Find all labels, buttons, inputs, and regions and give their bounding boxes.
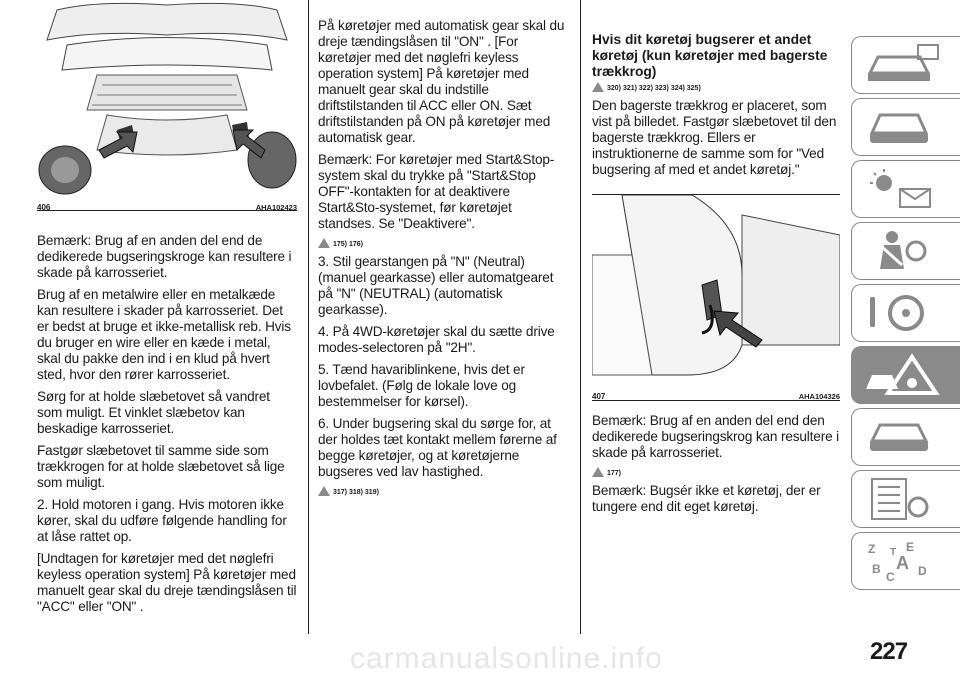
section-heading: Hvis dit køretøj bugserer et andet køretøj (kun køretøjer med bagerste trækkrog) (592, 32, 828, 79)
svg-text:A: A (896, 553, 909, 573)
warning-reference: 177) (592, 467, 840, 477)
paragraph: Bemærk: Brug af en anden del end den dedikerede bugseringskrog kan resultere i skade på karrosseriet. (592, 413, 839, 460)
figure-number: 406 (37, 203, 51, 212)
tab-warning-lights[interactable] (851, 160, 960, 218)
svg-text:D: D (918, 564, 927, 578)
car-dashboard-icon (862, 43, 942, 87)
paragraph: Brug af en metalwire eller en metalkæde kan resultere i skader på karrosseriet. Det er bedst at bruge et ikke-metallisk reb. Hvis du bruger en wire eller en kæde i metal, skal du pakke den ind i en klud på hvert sted, hvor den rører karrosseriet. (37, 287, 291, 382)
figure-caption (592, 392, 840, 401)
figure-407 (592, 194, 840, 401)
warning-triangle-icon (592, 467, 604, 477)
section-tabs (851, 36, 960, 594)
paragraph: 6. Under bugsering skal du sørge for, at der holdes tæt kontakt mellem førerne af begge køretøjer, og at køretøjerne bugseres ved lav hastighed. (318, 416, 557, 479)
svg-text:C: C (886, 570, 895, 583)
steering-wheel-icon (862, 291, 942, 335)
warning-reference: 320) 321) 322) 323) 324) 325) (592, 82, 840, 92)
tab-index[interactable] (851, 532, 960, 590)
paragraph: Bemærk: Bugsér ikke et køretøj, der er tungere end dit eget køretøj. (592, 483, 821, 514)
column-divider (308, 0, 309, 634)
warning-triangle-icon (318, 238, 330, 248)
paragraph: Bemærk: Brug af en anden del end de dedikerede bugseringskroge kan resultere i skade på karrosseriet. (37, 233, 292, 280)
svg-text:B: B (872, 562, 881, 576)
paragraph: Fastgør slæbetovet til samme side som trækkrogen for at holde slæbetovet så lige som muligt. (37, 443, 285, 490)
figure-406 (37, 0, 297, 211)
tab-technical-data[interactable] (851, 470, 960, 528)
paragraph: 4. På 4WD-køretøjer skal du sætte drive modes-selectoren på "2H". (318, 324, 555, 355)
tab-dashboard[interactable] (851, 36, 960, 94)
warning-reference: 175) 176) (318, 238, 568, 248)
seatbelt-airbag-icon (862, 229, 942, 273)
tab-emergency[interactable] (851, 346, 960, 404)
tow-hook-rear-illustration (592, 195, 840, 385)
tab-driving[interactable] (851, 284, 960, 342)
figure-code: AHA102423 (255, 203, 297, 212)
paragraph: 3. Stil gearstangen på "N" (Neutral) (manuel gearkasse) eller automatgearet på "N" (NEUTRAL) (automatisk gearkasse). (318, 254, 554, 317)
svg-text:Z: Z (868, 542, 876, 556)
paragraph: Sørg for at holde slæbetovet så vandret som muligt. Et vinklet slæbetov kan beskadige karrosseriet. (37, 389, 270, 436)
warning-reference: 317) 318) 319) (318, 486, 568, 496)
svg-text:E: E (906, 540, 915, 554)
column-divider (580, 0, 581, 634)
index-abc-icon (862, 539, 942, 583)
column-right (592, 32, 840, 521)
figure-number: 407 (592, 392, 606, 401)
figure-code: AHA104326 (798, 392, 840, 401)
car-service-icon (862, 415, 942, 459)
svg-text:T: T (890, 547, 897, 558)
tab-safety[interactable] (851, 98, 960, 156)
watermark: carmanualsonline.info (350, 642, 663, 675)
paragraph: [Undtagen for køretøjer med det nøglefri keyless operation system] På køretøjer med manuelt gear skal du dreje tændingslåsen til "ACC" eller "ON" . (37, 551, 297, 614)
paragraph: Bemærk: For køretøjer med Start&Stop-system skal du trykke på "Start&Stop OFF"-kontakten for at deaktivere Start&Sto-systemet, før køretøjet standses. Se "Deaktivere". (318, 152, 555, 231)
paragraph: På køretøjer med automatisk gear skal du dreje tændingslåsen til "ON" . [For køretøjer med det nøglefri keyless operation system] På køretøjer med manuelt gear skal du indstille driftstilstanden til ACC eller ON. Sæt driftstilstanden på ON på køretøjer med automatisk gear. (318, 18, 565, 145)
emergency-triangle-icon (862, 353, 942, 397)
tow-hook-front-illustration (37, 0, 297, 196)
warning-triangle-icon (318, 486, 330, 496)
column-left (37, 0, 297, 621)
warning-lights-icon (862, 167, 942, 211)
warning-triangle-icon (592, 82, 604, 92)
page-number: 227 (870, 638, 908, 665)
car-front-icon (862, 105, 942, 149)
tab-maintenance[interactable] (851, 408, 960, 466)
technical-data-icon (862, 477, 942, 521)
paragraph: 2. Hold motoren i gang. Hvis motoren ikke kører, skal du udføre følgende handling for at låse rattet op. (37, 497, 287, 544)
paragraph: Den bagerste trækkrog er placeret, som vist på billedet. Fastgør slæbetovet til den bagerste trækkrog. Ellers er instruktionerne de samme som for "Ved bugsering af med et andet køretøj." (592, 98, 837, 177)
figure-caption (37, 203, 297, 212)
column-middle (318, 18, 568, 502)
tab-seatbelts[interactable] (851, 222, 960, 280)
paragraph: 5. Tænd havariblinkene, hvis det er lovbefalet. (Følg de lokale love og bestemmelser for kørsel). (318, 362, 525, 409)
